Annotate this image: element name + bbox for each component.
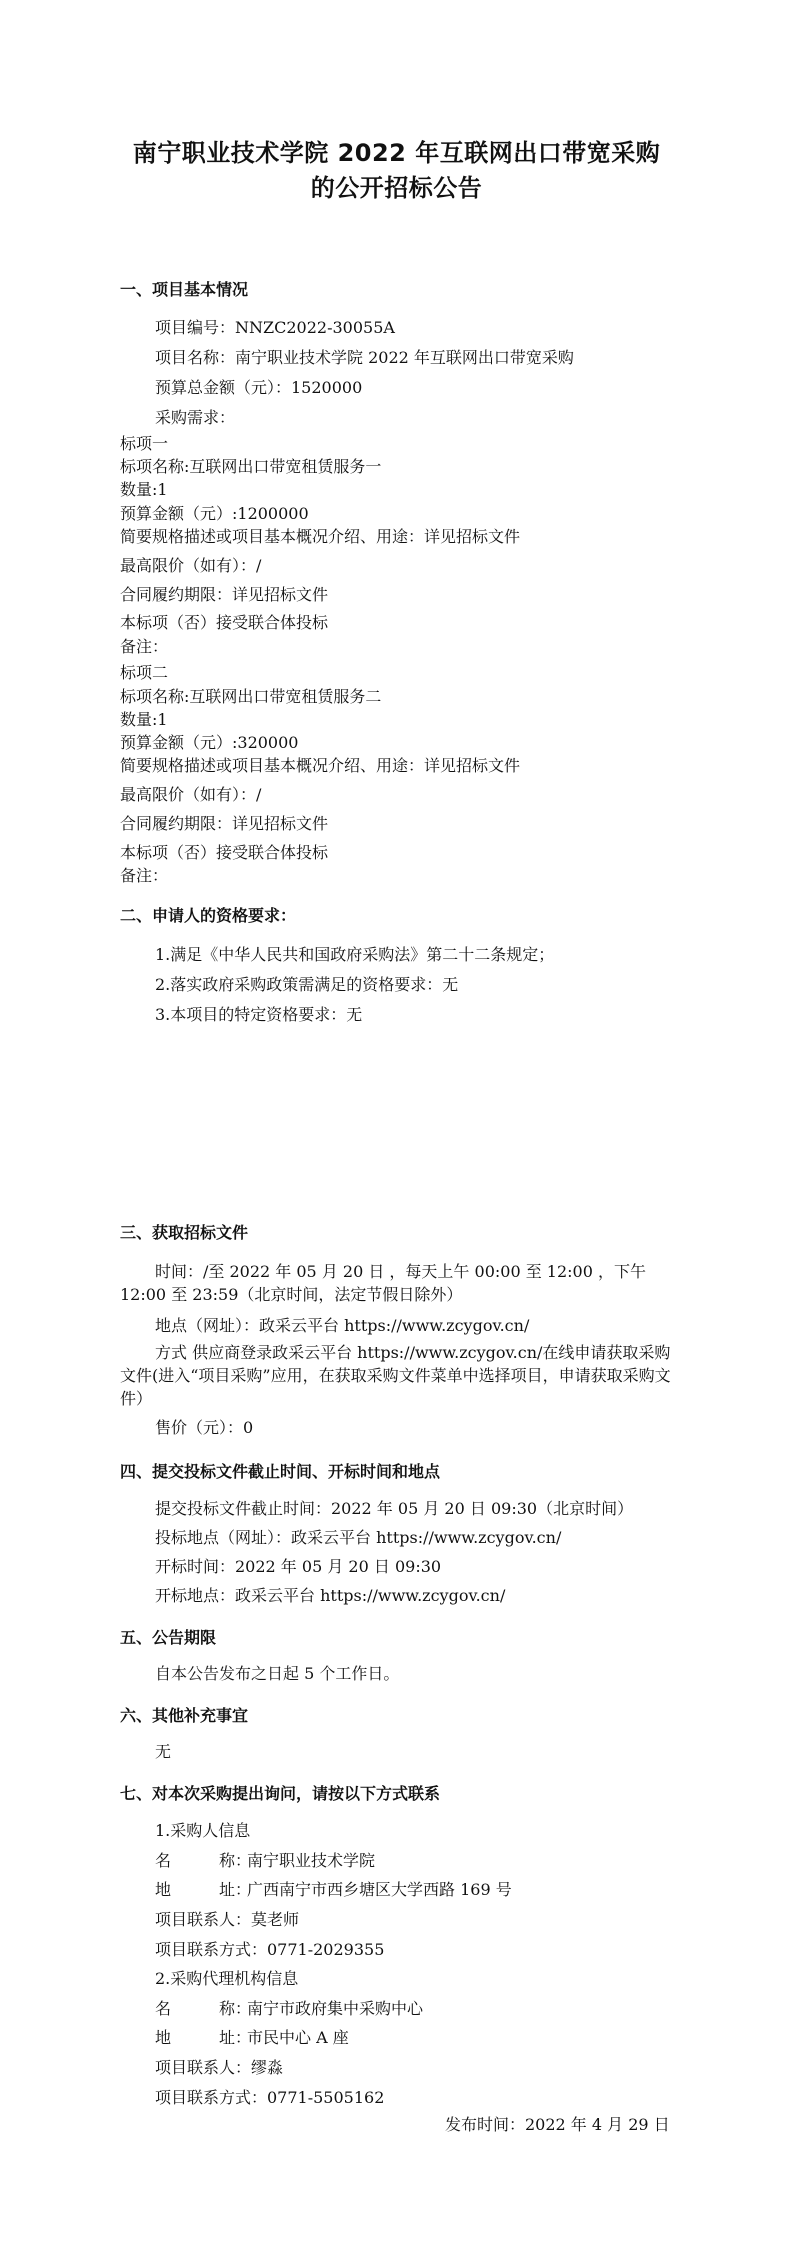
lot1-label: 标项一 [120,434,169,453]
purchaser-address: 广西南宁市西乡塘区大学西路 169 号 [247,1880,512,1899]
agency-phone: 项目联系方式：0771-5505162 [155,2088,385,2107]
announcement-period: 自本公告发布之日起 5 个工作日。 [155,1664,400,1683]
acquisition-place: 地点（网址）：政采云平台 https://www.zcygov.cn/ [155,1316,530,1335]
section3-heading: 三、获取招标文件 [120,1223,249,1242]
lot2-spec: 简要规格描述或项目基本概况介绍、用途：详见招标文件 [120,756,521,775]
agency-address-label: 地 址： [155,2028,252,2047]
page-title-line1: 南宁职业技术学院 2022 年互联网出口带宽采购 [132,139,661,167]
section1-heading: 一、项目基本情况 [120,280,249,299]
submission-deadline: 提交投标文件截止时间：2022 年 05 月 20 日 09:30（北京时间） [155,1499,634,1518]
agency-address-row [155,2028,349,2048]
agency-name: 南宁市政府集中采购中心 [247,1999,424,2018]
lot1-max-price: 最高限价（如有）：/ [120,556,262,575]
other-matters: 无 [155,1742,172,1761]
lot2-remark: 备注： [120,866,169,885]
purchaser-address-row [155,1880,512,1900]
qualification-item-1: 1.满足《中华人民共和国政府采购法》第二十二条规定； [155,945,555,964]
acquisition-time: 时间：/至 2022 年 05 月 20 日 ，每天上午 00:00 至 12:00 ，下午 12:00 至 23:59（北京时间，法定节假日除外） [120,1262,646,1304]
project-name: 项目名称：南宁职业技术学院 2022 年互联网出口带宽采购 [155,348,574,367]
lot1-consortium: 本标项（否）接受联合体投标 [120,613,329,632]
lot2-label: 标项二 [120,663,169,682]
lot2-max-price: 最高限价（如有）：/ [120,785,262,804]
submission-place: 投标地点（网址）：政采云平台 https://www.zcygov.cn/ [155,1528,562,1547]
purchaser-name-label: 名 称： [155,1851,252,1870]
lot2-name: 标项名称:互联网出口带宽租赁服务二 [120,687,382,706]
agency-address: 市民中心 A 座 [247,2028,349,2047]
qualification-item-2: 2.落实政府采购政策需满足的资格要求：无 [155,975,459,994]
project-number: 项目编号：NNZC2022-30055A [155,318,395,337]
lot2-consortium: 本标项（否）接受联合体投标 [120,843,329,862]
section2-heading: 二、申请人的资格要求： [120,906,297,925]
lot1-spec: 简要规格描述或项目基本概况介绍、用途：详见招标文件 [120,527,521,546]
section7-heading: 七、对本次采购提出询问，请按以下方式联系 [120,1784,441,1803]
page-title-line2: 的公开招标公告 [310,174,483,202]
agency-info-title: 2.采购代理机构信息 [155,1969,299,1988]
opening-place: 开标地点：政采云平台 https://www.zcygov.cn/ [155,1586,506,1605]
lot1-term: 合同履约期限：详见招标文件 [120,585,329,604]
purchaser-name-row [155,1851,375,1871]
budget-total: 预算总金额（元）：1520000 [155,378,363,397]
lot2-budget: 预算金额（元）:320000 [120,733,299,752]
agency-contact: 项目联系人：缪淼 [155,2058,284,2077]
lot1-quantity: 数量:1 [120,480,168,499]
qualification-item-3: 3.本项目的特定资格要求：无 [155,1005,363,1024]
acquisition-method: 方式 供应商登录政采云平台 https://www.zcygov.cn/在线申请获取采购文件(进入“项目采购”应用，在获取采购文件菜单中选择项目，申请获取采购文件） [120,1343,671,1408]
lot2-term: 合同履约期限：详见招标文件 [120,814,329,833]
document-price: 售价（元）：0 [155,1418,254,1437]
purchaser-contact: 项目联系人：莫老师 [155,1910,300,1929]
section6-heading: 六、其他补充事宜 [120,1706,249,1725]
publish-time: 发布时间：2022 年 4 月 29 日 [445,2115,670,2134]
requirements-label: 采购需求： [155,408,236,427]
section4-heading: 四、提交投标文件截止时间、开标时间和地点 [120,1462,441,1481]
purchaser-info-title: 1.采购人信息 [155,1821,251,1840]
opening-time: 开标时间：2022 年 05 月 20 日 09:30 [155,1557,442,1576]
purchaser-name: 南宁职业技术学院 [247,1851,376,1870]
lot1-budget: 预算金额（元）:1200000 [120,504,309,523]
agency-name-row [155,1999,423,2019]
lot2-quantity: 数量:1 [120,710,168,729]
purchaser-phone: 项目联系方式：0771-2029355 [155,1940,385,1959]
section5-heading: 五、公告期限 [120,1628,217,1647]
lot1-remark: 备注： [120,637,169,656]
agency-name-label: 名 称： [155,1999,252,2018]
lot1-name: 标项名称:互联网出口带宽租赁服务一 [120,457,382,476]
purchaser-address-label: 地 址： [155,1880,252,1899]
